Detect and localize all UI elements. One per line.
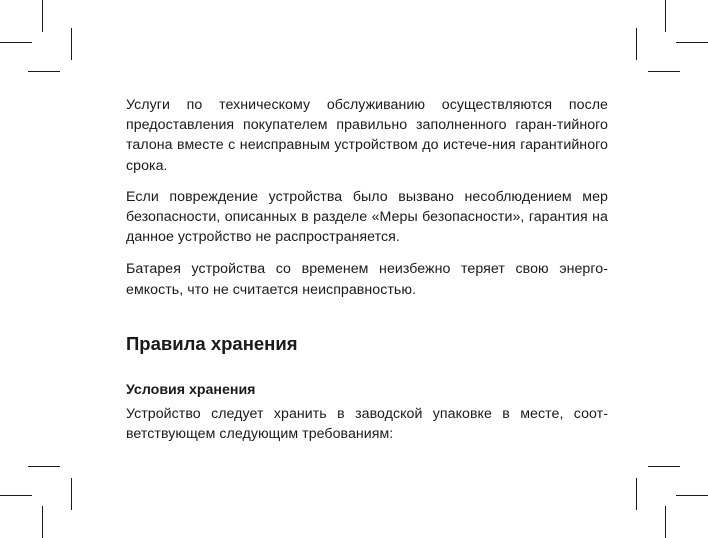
crop-mark-top-right-inner-v (636, 28, 637, 60)
paragraph-warranty-exclusion: Если повреждение устройства было вызвано несоблюдением мер безопасности, описанных в разделе «Меры безопасности», гарантия на данное устройство не распространяется. (126, 188, 608, 246)
crop-mark-top-left-outer-v (42, 0, 43, 32)
crop-mark-bottom-left-inner-h (28, 466, 60, 467)
paragraph-battery-capacity: Батарея устройства со временем неизбежно теряет свою энерго-емкость, что не считается неисправностью. (126, 261, 608, 298)
crop-mark-bottom-right-outer-v (665, 506, 666, 538)
crop-mark-top-right-outer-h (676, 42, 708, 43)
crop-mark-top-right-inner-h (648, 71, 680, 72)
paragraph-storage-requirements: Устройство следует хранить в заводской упаковке в месте, соот-ветствующем следующим требованиям: (126, 405, 608, 443)
document-page (126, 95, 608, 444)
crop-mark-bottom-left-inner-v (71, 478, 72, 510)
crop-mark-top-left-outer-h (0, 42, 32, 43)
paragraph-service-conditions: Услуги по техническому обслуживанию осуществляются после предоставления покупателем правильно заполненного гаран-тийного талона вместе с неисправным устройством до истече-ния гарантийного срока. (126, 97, 608, 174)
crop-mark-top-left-inner-v (71, 28, 72, 60)
crop-mark-top-left-inner-h (28, 71, 60, 72)
crop-mark-bottom-left-outer-h (0, 495, 32, 496)
crop-mark-top-right-outer-v (665, 0, 666, 32)
section-title-storage-rules: Правила хранения (126, 332, 298, 354)
crop-mark-bottom-left-outer-v (42, 506, 43, 538)
crop-mark-bottom-right-inner-h (648, 466, 680, 467)
crop-mark-bottom-right-inner-v (636, 478, 637, 510)
subsection-title-storage-conditions: Условия хранения (126, 381, 256, 398)
crop-mark-bottom-right-outer-h (676, 495, 708, 496)
